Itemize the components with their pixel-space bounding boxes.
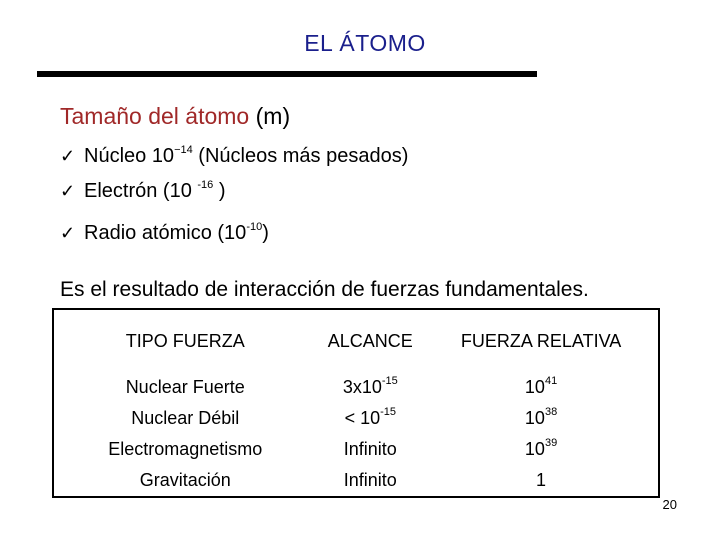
checkmark-icon: ✓ (60, 223, 76, 243)
bullet-item-nucleus (60, 145, 408, 168)
bullet-text: Radio atómico (10 (84, 222, 247, 244)
cell-tipo: Nuclear Débil (131, 408, 240, 428)
cell-alcance-value: < 10 (344, 408, 381, 428)
cell-fuerza-value: 10 (524, 439, 545, 459)
cell-fuerza-value: 10 (524, 408, 545, 428)
bullet-text-suffix: (Núcleos más pesados) (192, 145, 409, 167)
cell-fuerza-exponent: 39 (544, 437, 558, 449)
intro-text: Es el resultado de interacción de fuerzas fundamentales. (60, 278, 589, 301)
checkmark-icon: ✓ (60, 146, 76, 166)
section-heading-unit: (m) (255, 103, 291, 129)
table-row (53, 372, 659, 403)
bullet-item-electron (60, 180, 226, 203)
checkmark-icon: ✓ (60, 181, 76, 201)
cell-fuerza-value: 1 (536, 470, 547, 490)
cell-fuerza (424, 434, 659, 465)
cell-fuerza-exponent: 41 (544, 375, 558, 387)
forces-table (52, 308, 660, 498)
slide-title: EL ÁTOMO (304, 30, 426, 56)
bullet-text-suffix: ) (213, 180, 226, 202)
cell-fuerza-value: 10 (524, 377, 545, 397)
bullet-text-suffix: ) (262, 222, 269, 244)
bullet-exponent: -10 (246, 221, 263, 233)
header-alcance: ALCANCE (327, 331, 413, 351)
cell-alcance-value: Infinito (343, 470, 397, 490)
table-row (53, 465, 659, 497)
cell-alcance-value: 3x10 (342, 377, 382, 397)
cell-tipo: Nuclear Fuerte (125, 377, 245, 397)
title-underline (37, 71, 537, 77)
cell-fuerza (424, 465, 659, 497)
cell-alcance-value: Infinito (343, 439, 397, 459)
cell-alcance-exponent: -15 (381, 375, 398, 387)
bullet-exponent: -16 (197, 179, 214, 191)
cell-fuerza-exponent: 38 (544, 406, 558, 418)
table-row (53, 434, 659, 465)
bullet-text: Núcleo 10 (84, 145, 175, 167)
cell-alcance (316, 434, 424, 465)
cell-alcance-exponent: -15 (380, 406, 397, 418)
cell-alcance (316, 465, 424, 497)
page-number: 20 (662, 497, 677, 512)
section-heading (60, 103, 290, 130)
bullet-item-atomic-radius (60, 222, 269, 245)
cell-tipo: Gravitación (139, 470, 231, 490)
cell-fuerza (424, 403, 659, 434)
header-tipo-fuerza: TIPO FUERZA (125, 331, 245, 351)
cell-fuerza (424, 372, 659, 403)
cell-alcance (316, 372, 424, 403)
cell-tipo: Electromagnetismo (108, 439, 263, 459)
bullet-text: Electrón (10 (84, 180, 198, 202)
section-heading-text: Tamaño del átomo (60, 103, 250, 129)
table-row (53, 403, 659, 434)
header-fuerza-relativa: FUERZA RELATIVA (460, 331, 622, 351)
table-header-row (53, 309, 659, 372)
cell-alcance (316, 403, 424, 434)
bullet-exponent: −14 (174, 144, 193, 156)
